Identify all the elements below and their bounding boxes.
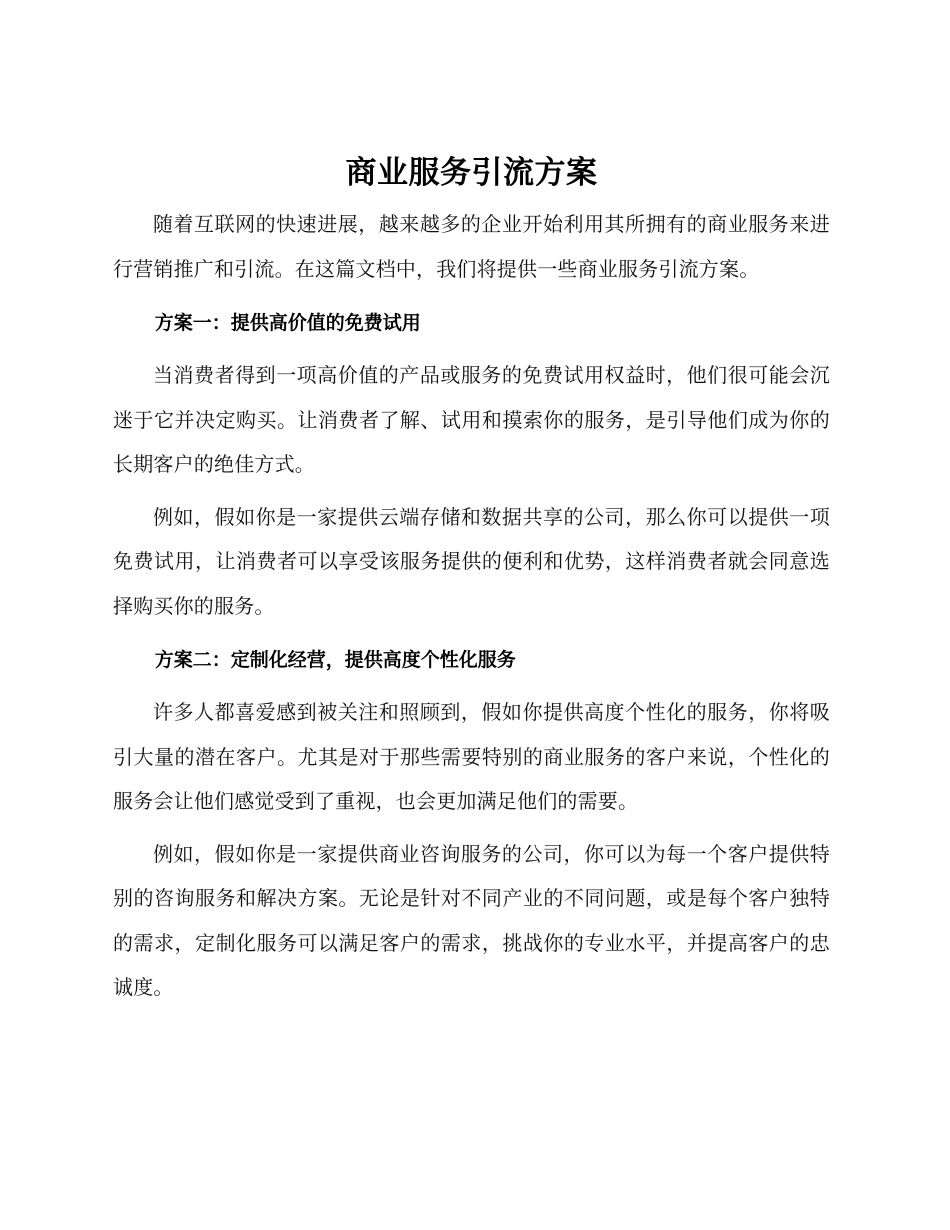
section-1	[113, 303, 830, 628]
section-paragraph: 例如，假如你是一家提供云端存储和数据共享的公司，那么你可以提供一项免费试用，让消费者可以享受该服务提供的便利和优势，这样消费者就会同意选择购买你的服务。	[113, 504, 830, 618]
document-body	[113, 150, 830, 1010]
section-paragraph: 例如，假如你是一家提供商业咨询服务的公司，你可以为每一个客户提供特别的咨询服务和解决方案。无论是针对不同产业的不同问题，或是每个客户独特的需求，定制化服务可以满足客户的需求，挑战你的专业水平，并提高客户的忠诚度。	[113, 841, 830, 999]
section-heading: 方案二：定制化经营，提供高度个性化服务	[154, 649, 516, 671]
section-paragraph: 许多人都喜爱感到被关注和照顾到，假如你提供高度个性化的服务，你将吸引大量的潜在客户。尤其是对于那些需要特别的商业服务的客户来说，个性化的服务会让他们感觉受到了重视，也会更加满足他们的需要。	[113, 700, 830, 813]
intro-paragraph: 随着互联网的快速进展，越来越多的企业开始利用其所拥有的商业服务来进行营销推广和引流。在这篇文档中，我们将提供一些商业服务引流方案。	[113, 212, 830, 281]
document-title: 商业服务引流方案	[345, 155, 598, 191]
section-2	[113, 640, 830, 1010]
section-paragraph: 当消费者得到一项高价值的产品或服务的免费试用权益时，他们很可能会沉迷于它并决定购买。让消费者了解、试用和摸索你的服务，是引导他们成为你的长期客户的绝佳方式。	[113, 363, 830, 476]
section-heading: 方案一：提供高价值的免费试用	[154, 312, 421, 334]
